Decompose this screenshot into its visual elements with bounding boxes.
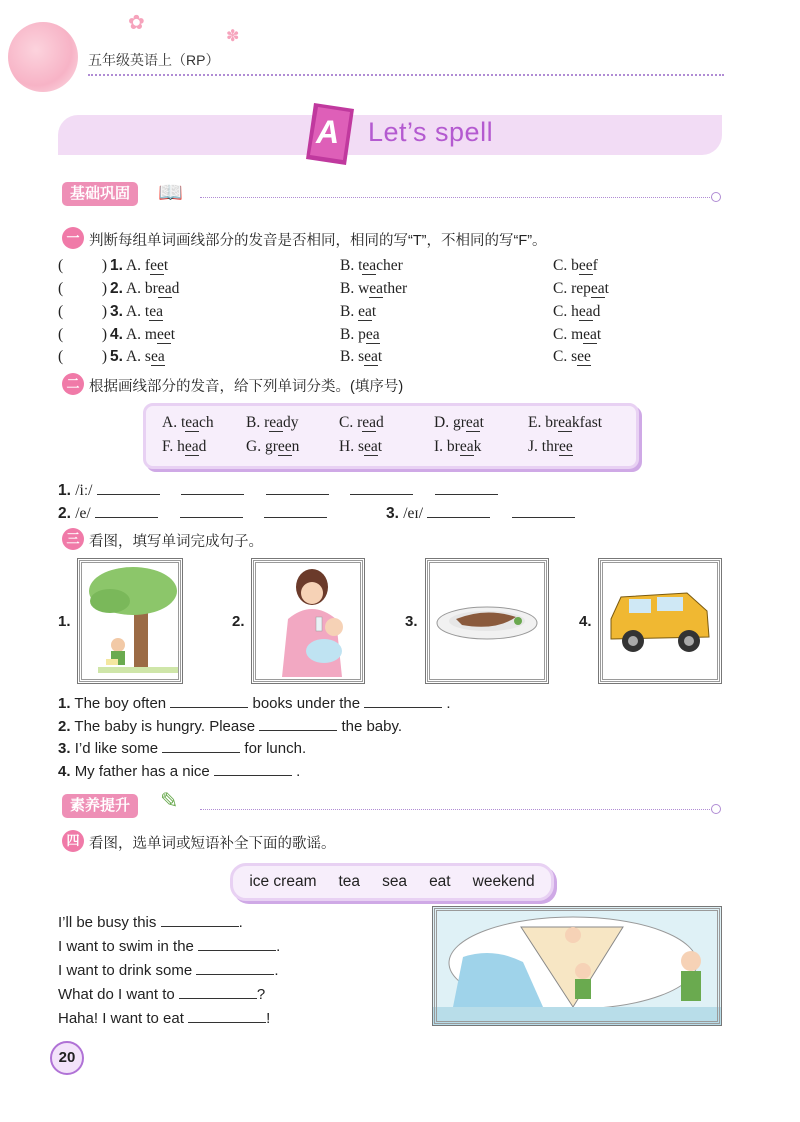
answer-parentheses[interactable]: ( ) [58, 348, 108, 365]
line-number: 1. [58, 482, 71, 499]
answer-blank[interactable] [181, 480, 244, 495]
underlined-letters: ea [459, 438, 474, 455]
page-title: Let’s spell [368, 117, 494, 147]
option-word: ice cream [249, 873, 317, 890]
answer-blank[interactable] [196, 960, 274, 975]
answer-blank[interactable] [214, 761, 292, 776]
underlined-letters: ea [578, 303, 593, 320]
underlined-letters: ea [150, 348, 165, 365]
answer-parentheses[interactable]: ( ) [58, 257, 108, 274]
option-b [340, 257, 403, 275]
underlined-letters: ea [365, 326, 380, 343]
underlined-letters: ea [363, 438, 378, 455]
option-c [553, 326, 601, 344]
item-number: 1. [58, 695, 71, 712]
underlined-letters: ea [362, 257, 377, 274]
song-text: Haha! I want to eat [58, 1010, 184, 1027]
item-number: 3. [110, 303, 123, 320]
option-word: A. meet [125, 326, 176, 343]
picture-boy-thinking-weekend [432, 906, 722, 1026]
question-instruction: 判断每组单词画线部分的发音是否相同，相同的写“T”，不相同的写“F”。 [89, 233, 547, 249]
book-header: 五年级英语上（RP） [88, 52, 220, 68]
option-word: C. head [553, 303, 601, 320]
item-number: 2. [58, 718, 71, 735]
option-word: eat [429, 873, 451, 890]
item-number: 5. [110, 348, 123, 365]
song-line [58, 936, 280, 955]
divider-end-icon [711, 804, 721, 814]
item-number: 3. [58, 740, 71, 757]
option-c [553, 280, 609, 298]
underlined-letters: ee [578, 257, 593, 274]
word-bank-item: F. head [162, 438, 207, 455]
answer-blank[interactable] [350, 480, 413, 495]
answer-blank[interactable] [259, 716, 337, 731]
option-b [340, 280, 407, 298]
word-bank-item: H. seat [339, 438, 383, 455]
sentence-text: for lunch. [244, 740, 307, 757]
answer-blank[interactable] [170, 693, 248, 708]
question-number: 四 [62, 830, 84, 852]
song-text: I want to swim in the [58, 938, 194, 955]
underlined-letters: ee [577, 348, 591, 365]
option-word: A. feet [125, 257, 169, 274]
unit-letter: A [316, 114, 340, 150]
option-word: C. repeat [553, 280, 609, 297]
underlined-letters: ee [277, 438, 292, 455]
underlined-letters: ea [369, 280, 384, 297]
picture-jeep-car [598, 558, 722, 684]
word-bank [143, 403, 639, 469]
option-bank [230, 863, 554, 901]
answer-blank[interactable] [179, 984, 257, 999]
option-word: B. seat [340, 348, 383, 365]
option-a [110, 326, 175, 344]
option-word: A. bread [125, 280, 180, 297]
song-line [58, 960, 279, 979]
question-number: 三 [62, 528, 84, 550]
section-badge: 基础巩固 [62, 182, 138, 206]
punctuation: ! [266, 1010, 271, 1027]
option-word: C. beef [553, 257, 598, 274]
option-word: tea [338, 873, 361, 890]
word-bank-item: B. ready [246, 414, 299, 431]
song-line [58, 1008, 270, 1027]
song-line [58, 912, 243, 931]
phonetic: /iː/ [75, 482, 93, 499]
answer-blank[interactable] [180, 503, 243, 518]
underlined-letters: ea [558, 414, 572, 431]
punctuation: . [276, 938, 281, 955]
picture-label: 1. [58, 613, 71, 630]
answer-blank[interactable] [364, 693, 442, 708]
option-b [340, 303, 376, 321]
sentence-text: . [446, 695, 451, 712]
option-a [110, 303, 163, 321]
answer-blank[interactable] [97, 480, 160, 495]
underlined-letters: ea [157, 280, 172, 297]
answer-parentheses[interactable]: ( ) [58, 303, 108, 320]
answer-blank[interactable] [435, 480, 498, 495]
sentence-text: My father has a nice [74, 763, 210, 780]
option-word: A. sea [125, 348, 165, 365]
flower-icon: ✽ [226, 28, 240, 45]
question-instruction: 看图，选单词或短语补全下面的歌谣。 [89, 836, 336, 852]
option-b [340, 326, 380, 344]
underlined-letters: ea [465, 414, 480, 431]
question-instruction: 看图，填写单词完成句子。 [89, 534, 263, 550]
picture-label: 2. [232, 613, 245, 630]
answer-blank[interactable] [266, 480, 329, 495]
answer-blank[interactable] [188, 1008, 266, 1023]
underlined-letters: ea [358, 303, 372, 320]
underlined-letters: ee [156, 326, 171, 343]
underlined-letters: ea [185, 414, 200, 431]
option-word: B. weather [340, 280, 408, 297]
picture-steak-on-plate [425, 558, 549, 684]
punctuation: . [274, 962, 279, 979]
word-bank-item: C. read [339, 414, 384, 431]
line-number: 3. [386, 505, 399, 522]
option-word: C. see [553, 348, 591, 365]
answer-blank[interactable] [161, 912, 239, 927]
item-number: 2. [110, 280, 123, 297]
option-word: B. pea [340, 326, 380, 343]
sentence [58, 716, 402, 735]
underlined-letters: ea [362, 414, 377, 431]
item-number: 4. [110, 326, 123, 343]
answer-blank[interactable] [162, 738, 240, 753]
underlined-letters: ea [149, 303, 163, 320]
flower-icon: ✿ [128, 12, 145, 34]
item-number: 1. [110, 257, 123, 274]
song-text: I want to drink some [58, 962, 193, 979]
divider-end-icon [711, 192, 721, 202]
song-text: What do I want to [58, 986, 175, 1003]
picture-mother-feeding-baby [251, 558, 365, 684]
answer-parentheses[interactable]: ( ) [58, 280, 108, 297]
answer-blank[interactable] [512, 503, 575, 518]
section-badge: 素养提升 [62, 794, 138, 818]
picture-boy-reading-under-tree [77, 558, 183, 684]
underlined-letters: ea [590, 280, 605, 297]
sentence-text: The baby is hungry. Please [74, 718, 256, 735]
option-c [553, 303, 600, 321]
sentence-text: . [296, 763, 301, 780]
underlined-letters: ee [559, 438, 573, 455]
sentence [58, 693, 451, 712]
section-divider [200, 197, 712, 198]
sentence-text: I’d like some [74, 740, 159, 757]
header-divider [88, 74, 724, 76]
word-bank-item: D. great [434, 414, 484, 431]
pencil-icon: ✎ [160, 788, 179, 813]
underlined-letters: ee [150, 257, 164, 274]
word-bank-item: I. break [434, 438, 482, 455]
option-word: sea [382, 873, 408, 890]
option-b [340, 348, 382, 366]
answer-line [386, 503, 575, 523]
option-c [553, 348, 591, 366]
sentence-text: books under the [252, 695, 361, 712]
line-number: 2. [58, 505, 71, 522]
picture-label: 4. [579, 613, 592, 630]
word-bank-item: G. green [246, 438, 300, 455]
answer-parentheses[interactable]: ( ) [58, 326, 108, 343]
sentence [58, 761, 300, 780]
option-word: B. teacher [340, 257, 403, 274]
book-icon: 📖 [158, 182, 183, 204]
option-a [110, 257, 168, 275]
picture-label: 3. [405, 613, 418, 630]
option-c [553, 257, 598, 275]
underlined-letters: ea [184, 438, 199, 455]
question-number: 二 [62, 373, 84, 395]
answer-line [58, 480, 498, 500]
underlined-letters: ea [269, 414, 284, 431]
punctuation: ? [256, 986, 266, 1003]
page-number: 20 [50, 1041, 84, 1075]
option-a [110, 348, 165, 366]
phonetic: /eɪ/ [403, 505, 424, 522]
song-line [58, 984, 265, 1003]
option-a [110, 280, 179, 298]
sentence-text: The boy often [74, 695, 167, 712]
answer-blank[interactable] [427, 503, 490, 518]
sentence [58, 738, 306, 757]
answer-blank[interactable] [198, 936, 276, 951]
question-instruction: 根据画线部分的发音，给下列单词分类。(填序号) [89, 379, 404, 395]
question-number: 一 [62, 227, 84, 249]
header-decoration [8, 22, 78, 92]
word-bank-item: J. three [528, 438, 573, 455]
answer-line [58, 503, 327, 523]
answer-blank[interactable] [264, 503, 327, 518]
underlined-letters: ea [583, 326, 597, 343]
punctuation: . [238, 914, 243, 931]
underlined-letters: ea [364, 348, 378, 365]
option-word: B. eat [340, 303, 377, 320]
word-bank-item: E. breakfast [528, 414, 603, 431]
option-word: weekend [472, 873, 535, 890]
option-word: C. meat [553, 326, 602, 343]
phonetic: /e/ [75, 505, 91, 522]
answer-blank[interactable] [95, 503, 158, 518]
song-text: I’ll be busy this [58, 914, 157, 931]
word-bank-item: A. teach [162, 414, 214, 431]
option-word: A. tea [125, 303, 163, 320]
sentence-text: the baby. [341, 718, 403, 735]
item-number: 4. [58, 763, 71, 780]
section-divider [200, 809, 712, 810]
